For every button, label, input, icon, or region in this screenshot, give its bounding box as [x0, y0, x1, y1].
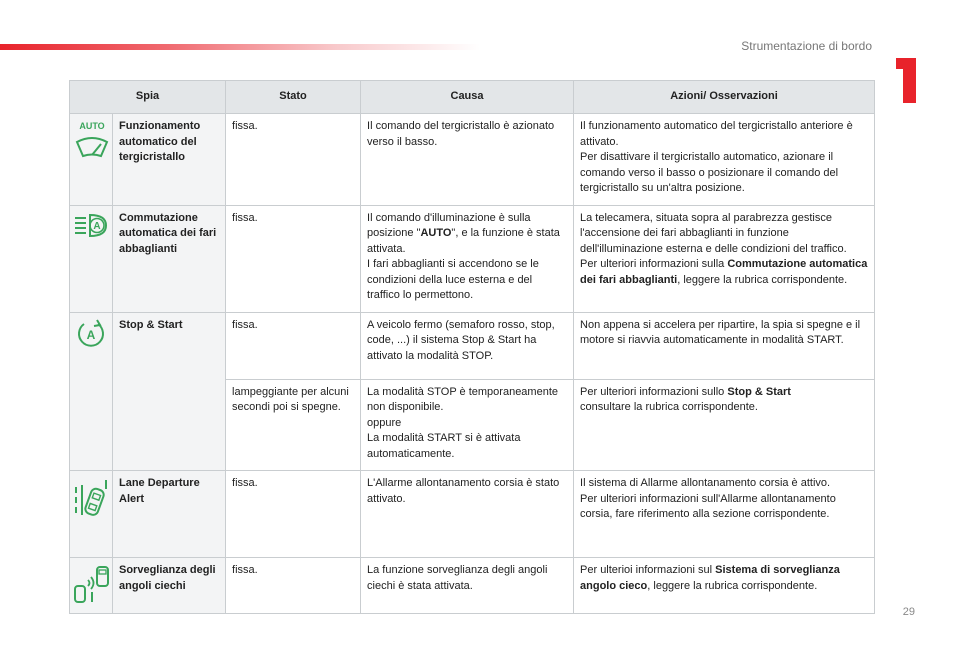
table-row: [70, 312, 875, 379]
table-row: [70, 114, 875, 206]
stato-cell: fissa.: [226, 558, 361, 614]
icon-cell: [70, 114, 113, 206]
causa-cell: La funzione sorveglianza degli angoli ciechi è stata attivata.: [361, 558, 574, 614]
column-header-stato: Stato: [226, 81, 361, 114]
stop-start-icon: [72, 319, 110, 349]
column-header-causa: Causa: [361, 81, 574, 114]
table-header-row: [70, 81, 875, 114]
table-row: [70, 471, 875, 558]
section-title: Strumentazione di bordo: [741, 39, 872, 53]
svg-text:A: A: [93, 220, 101, 232]
icon-cell: [70, 205, 113, 312]
column-header-spia: Spia: [70, 81, 226, 114]
blind-spot-icon: [72, 564, 110, 604]
stato-cell: fissa.: [226, 205, 361, 312]
azioni-cell: Il sistema di Allarme allontanamento corsia è attivo. Per ulteriori informazioni sull'Allarme allontanamento corsia, fare riferimento alla sezione corrispondente.: [574, 471, 875, 558]
warning-name: Lane Departure Alert: [113, 471, 226, 558]
causa-cell: A veicolo fermo (semaforo rosso, stop, code, ...) il sistema Stop & Start ha attivato la modalità STOP.: [361, 312, 574, 379]
auto-high-beam-icon: [72, 212, 110, 240]
chapter-number: [896, 58, 916, 103]
warning-name: Sorveglianza degli angoli ciechi: [113, 558, 226, 614]
causa-cell: La modalità STOP è temporaneamente non disponibile. oppure La modalità START si è attivata automaticamente.: [361, 379, 574, 471]
header-accent-bar: [0, 44, 480, 50]
warning-name: Stop & Start: [113, 312, 226, 471]
stato-cell: fissa.: [226, 471, 361, 558]
causa-cell: Il comando del tergicristallo è azionato verso il basso.: [361, 114, 574, 206]
icon-cell: [70, 471, 113, 558]
stato-cell: lampeggiante per alcuni secondi poi si spegne.: [226, 379, 361, 471]
warning-lights-table: [69, 80, 875, 614]
svg-text:A: A: [86, 327, 96, 342]
azioni-cell: Il funzionamento automatico del tergicristallo anteriore è attivato. Per disattivare il tergicristallo automatico, azionare il comando verso il basso o posizionare il comando del tergicristallo su un'altra posizione.: [574, 114, 875, 206]
icon-cell: [70, 558, 113, 614]
azioni-cell: Per ulteriori informazioni sullo Stop & Start consultare la rubrica corrispondente.: [574, 379, 875, 471]
lane-departure-icon: [72, 477, 110, 519]
table-row: [70, 205, 875, 312]
azioni-cell: La telecamera, situata sopra al parabrezza gestisce l'accensione dei fari abbaglianti in funzione dell'illuminazione esterna e delle condizioni del traffico. Per ulteriori informazioni sulla Commutazione automatica dei fari abbaglianti, leggere la rubrica corrispondente.: [574, 205, 875, 312]
table-row: [70, 558, 875, 614]
causa-cell: Il comando d'illuminazione è sulla posizione "AUTO", e la funzione è stata attivata. I fari abbaglianti si accendono se le condizioni della luce esterna e del traffico lo permettono.: [361, 205, 574, 312]
causa-cell: L'Allarme allontanamento corsia è stato attivato.: [361, 471, 574, 558]
icon-cell: [70, 312, 113, 471]
auto-wiper-icon: [72, 120, 110, 162]
azioni-cell: Per ulterioi informazioni sul Sistema di sorveglianza angolo cieco, leggere la rubrica corrispondente.: [574, 558, 875, 614]
warning-name: Funzionamento automatico del tergicristallo: [113, 114, 226, 206]
stato-cell: fissa.: [226, 114, 361, 206]
svg-text:AUTO: AUTO: [79, 121, 105, 131]
stato-cell: fissa.: [226, 312, 361, 379]
column-header-azioni: Azioni/ Osservazioni: [574, 81, 875, 114]
azioni-cell: Non appena si accelera per ripartire, la spia si spegne e il motore si riavvia automaticamente in modalità START.: [574, 312, 875, 379]
page-number: 29: [902, 606, 915, 618]
warning-name: Commutazione automatica dei fari abbaglianti: [113, 205, 226, 312]
